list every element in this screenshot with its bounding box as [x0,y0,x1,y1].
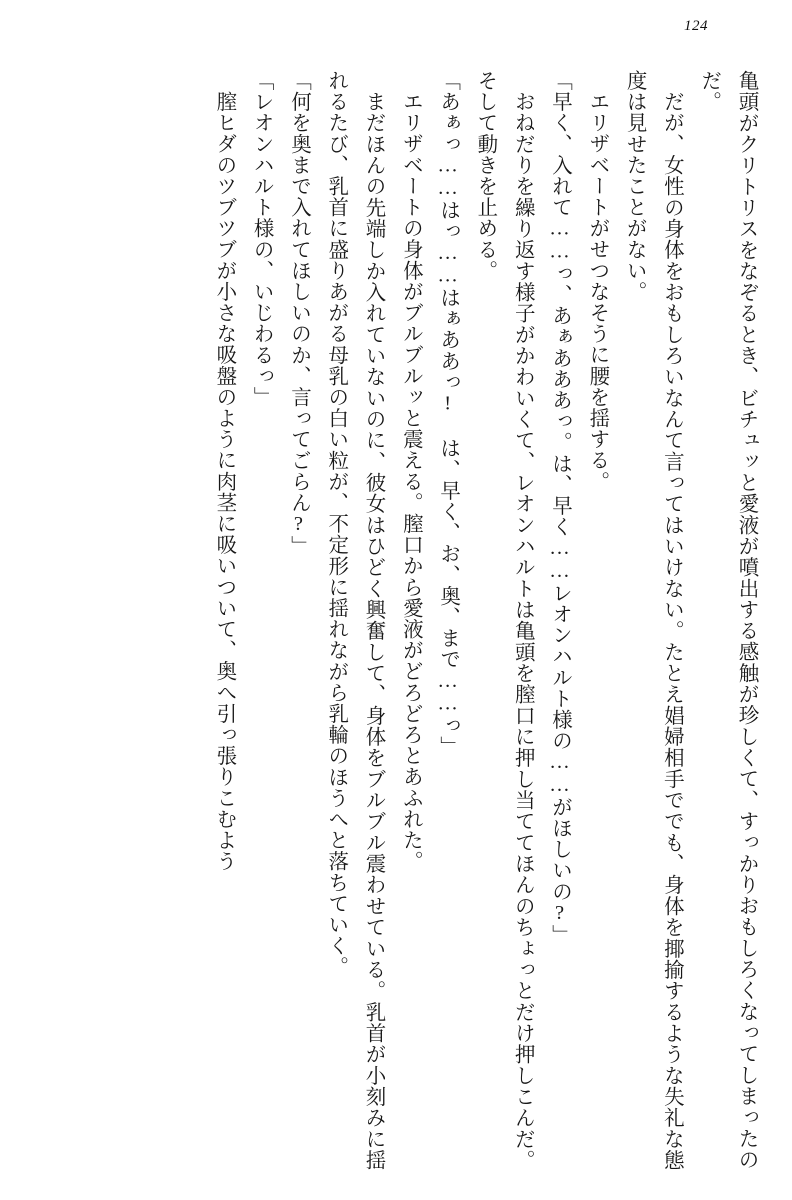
body-paragraph: 「何を奥まで入れてほしいのか、言ってごらん?」 [287,70,310,557]
body-paragraph: 亀頭がクリトリスをなぞるとき、ビチュッと愛液が噴出する感触が珍しくて、すっかりおもしろくなってしまったのだ。 [697,70,757,1170]
body-paragraph: まだほんの先端しか入れていないのに、彼女はひどく興奮して、身体をブルブル震わせている。乳首が小刻みに揺れるたび、乳首に盛りあがる母乳の白い粒が、不定形に揺れながら乳輪のほうへと落ちていく。 [324,70,385,1170]
body-paragraph: おねだりを繰り返す様子がかわいくて、レオンハルトは亀頭を膣口に押し当ててほんのちょっとだけ押しこんだ。そして動きを止める。 [473,70,534,1170]
page-number: 124 [684,18,708,34]
body-paragraph: エリザベートの身体がブルブルッと震える。膣口から愛液がどろどろとあふれた。 [399,90,422,872]
body-paragraph: だが、女性の身体をおもしろいなんて言ってはいけない。たとえ娼婦相手ででも、身体を揶揄するような失礼な態度は見せたことがない。 [623,70,683,1170]
body-paragraph: 「早く、入れて……っ、あぁあああっ。は、早く……レオンハルト様の……がほしいの?」 [548,70,571,946]
page-body-text [28,70,764,1170]
body-paragraph: 「あぁっ……はっ……はぁああっ! は、早く、お、奥、まで……っ」 [436,70,459,758]
body-paragraph: 「レオンハルト様の、いじわるっ」 [250,70,273,408]
body-paragraph: エリザベートがせつなそうに腰を揺する。 [585,90,608,492]
body-paragraph: 膣ヒダのツブツブが小さな吸盤のように肉茎に吸いついて、奥へ引っ張りこむよう [212,90,235,872]
